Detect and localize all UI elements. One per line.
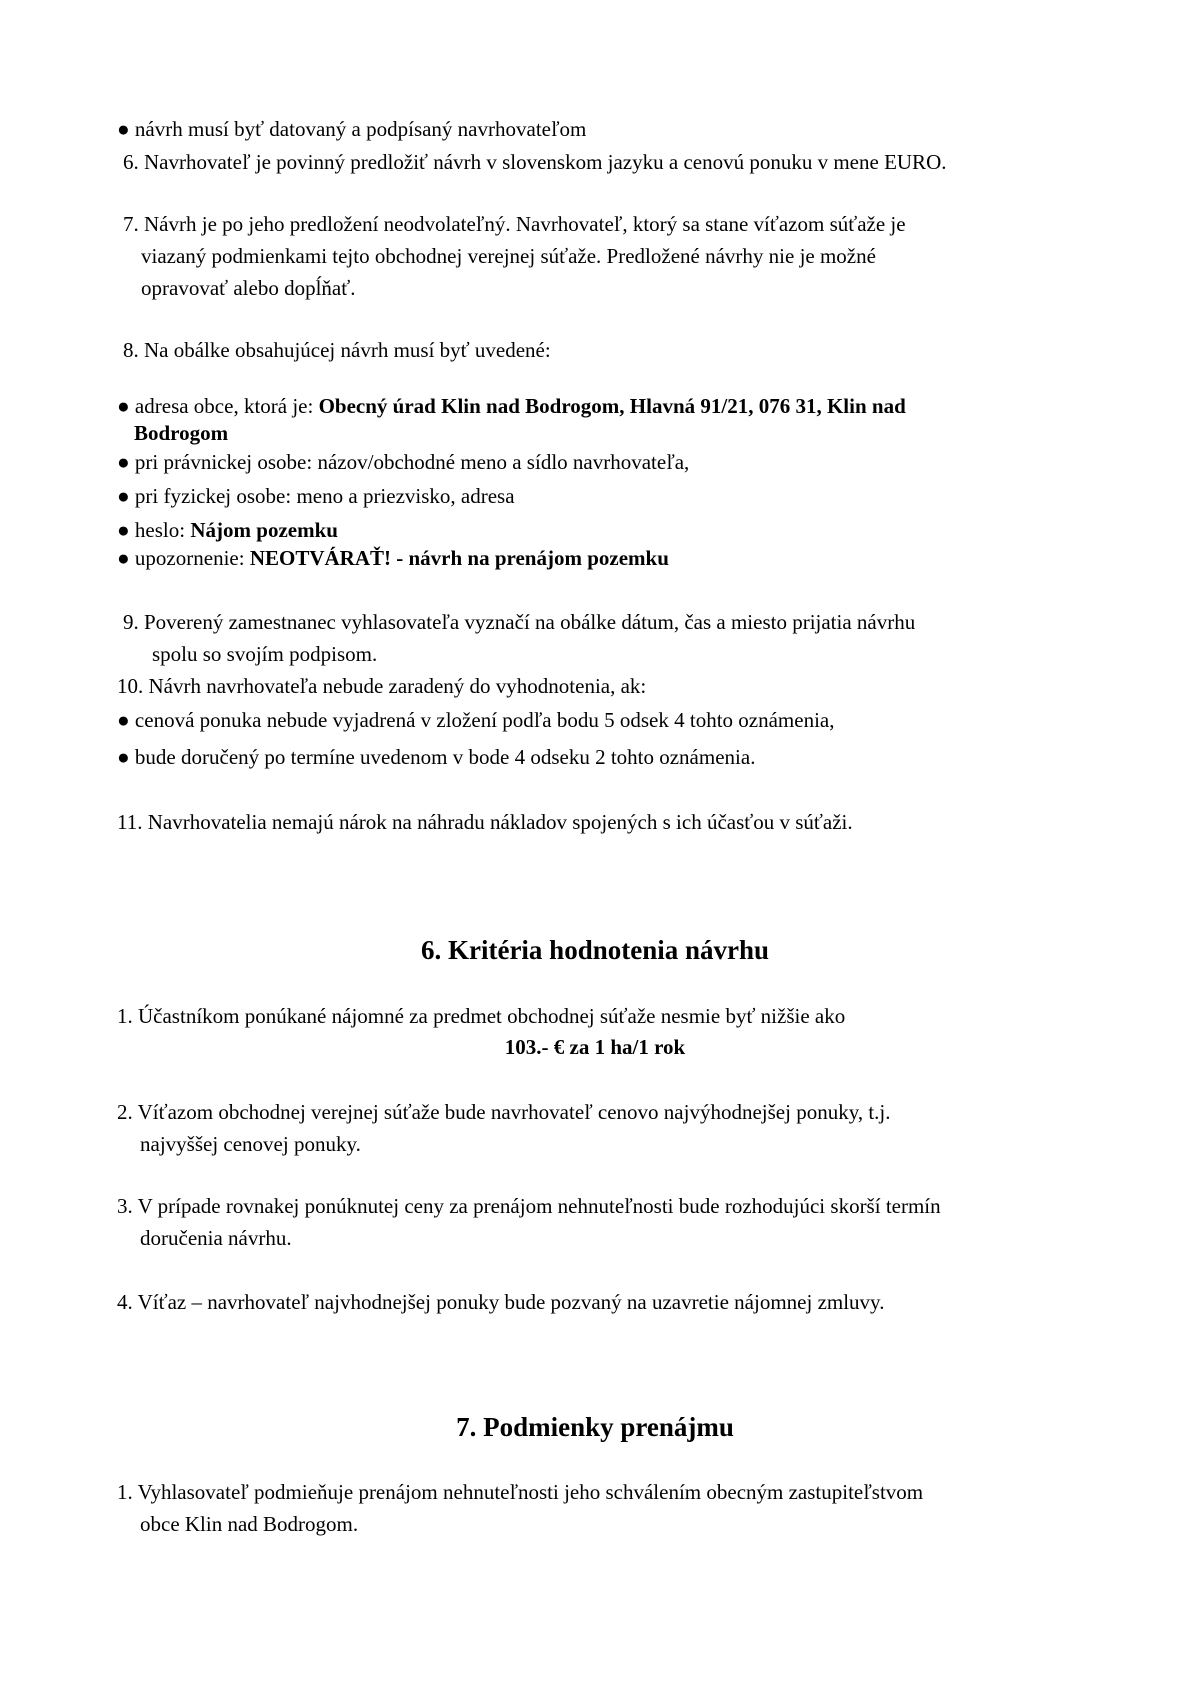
item-7-line-2: viazaný podmienkami tejto obchodnej verejnej súťaže. Predložené návrhy nie je možné: [141, 244, 876, 268]
warning-bold: NEOTVÁRAŤ! - návrh na prenájom pozemku: [249, 546, 669, 570]
bullet-dated-signed: ● návrh musí byť datovaný a podpísaný navrhovateľom: [117, 117, 587, 141]
s6-item-3: 3. V prípade rovnakej ponúknutej ceny za prenájom nehnuteľnosti bude rozhodujúci skorší termín: [117, 1194, 941, 1218]
bullet-address: [117, 394, 906, 419]
s6-item-1: 1. Účastníkom ponúkané nájomné za predmet obchodnej súťaže nesmie byť nižšie ako: [117, 1004, 846, 1028]
item-6-language: 6. Navrhovateľ je povinný predložiť návrh v slovenskom jazyku a cenovú ponuku v mene EURO.: [123, 150, 947, 174]
bullet-natural-person: ● pri fyzickej osobe: meno a priezvisko, adresa: [117, 484, 515, 508]
s6-item-3-line-2: doručenia návrhu.: [140, 1226, 292, 1250]
s6-item-1-price: 103.- € za 1 ha/1 rok: [504, 1035, 686, 1059]
s7-item-1-line-2: obce Klin nad Bodrogom.: [140, 1512, 359, 1536]
address-bold-cont: Bodrogom: [134, 421, 229, 445]
password-prefix: ● heslo:: [117, 518, 191, 542]
s7-item-1: 1. Vyhlasovateľ podmieňuje prenájom nehnuteľnosti jeho schválením obecným zastupiteľstvom: [117, 1480, 924, 1504]
bullet-late-delivery: ● bude doručený po termíne uvedenom v bode 4 odseku 2 tohto oznámenia.: [117, 745, 756, 769]
item-11: 11. Navrhovatelia nemajú nárok na náhradu nákladov spojených s ich účasťou v súťaži.: [117, 810, 853, 834]
s6-item-2: 2. Víťazom obchodnej verejnej súťaže bude navrhovateľ cenovo najvýhodnejšej ponuky, t.j.: [117, 1100, 891, 1124]
item-9-line-2: spolu so svojím podpisom.: [152, 642, 378, 666]
bullet-legal-person: ● pri právnickej osobe: názov/obchodné meno a sídlo navrhovateľa,: [117, 450, 690, 474]
item-10: 10. Návrh navrhovateľa nebude zaradený do vyhodnotenia, ak:: [117, 674, 647, 698]
section-6-heading: 6. Kritéria hodnotenia návrhu: [420, 935, 770, 965]
password-bold: Nájom pozemku: [190, 518, 338, 542]
bullet-password: [117, 518, 338, 543]
section-7-heading: 7. Podmienky prenájmu: [456, 1412, 734, 1442]
bullet-warning: [117, 546, 669, 571]
s6-item-4: 4. Víťaz – navrhovateľ najvhodnejšej ponuky bude pozvaný na uzavretie nájomnej zmluvy.: [117, 1290, 885, 1314]
item-8-envelope: 8. Na obálke obsahujúcej návrh musí byť uvedené:: [123, 338, 551, 362]
address-prefix: ● adresa obce, ktorá je:: [117, 394, 319, 418]
item-7-line-3: opravovať alebo dopĺňať.: [141, 276, 356, 300]
bullet-price-format: ● cenová ponuka nebude vyjadrená v zložení podľa bodu 5 odsek 4 tohto oznámenia,: [117, 708, 835, 732]
address-bold: Obecný úrad Klin nad Bodrogom, Hlavná 91/21, 076 31, Klin nad: [318, 394, 906, 418]
s6-item-2-line-2: najvyššej cenovej ponuky.: [140, 1132, 361, 1156]
warning-prefix: ● upozornenie:: [117, 546, 250, 570]
item-9: 9. Poverený zamestnanec vyhlasovateľa vyznačí na obálke dátum, čas a miesto prijatia návrhu: [123, 610, 916, 634]
item-7-irrevocable: 7. Návrh je po jeho predložení neodvolateľný. Navrhovateľ, ktorý sa stane víťazom súťaže je: [123, 212, 906, 236]
